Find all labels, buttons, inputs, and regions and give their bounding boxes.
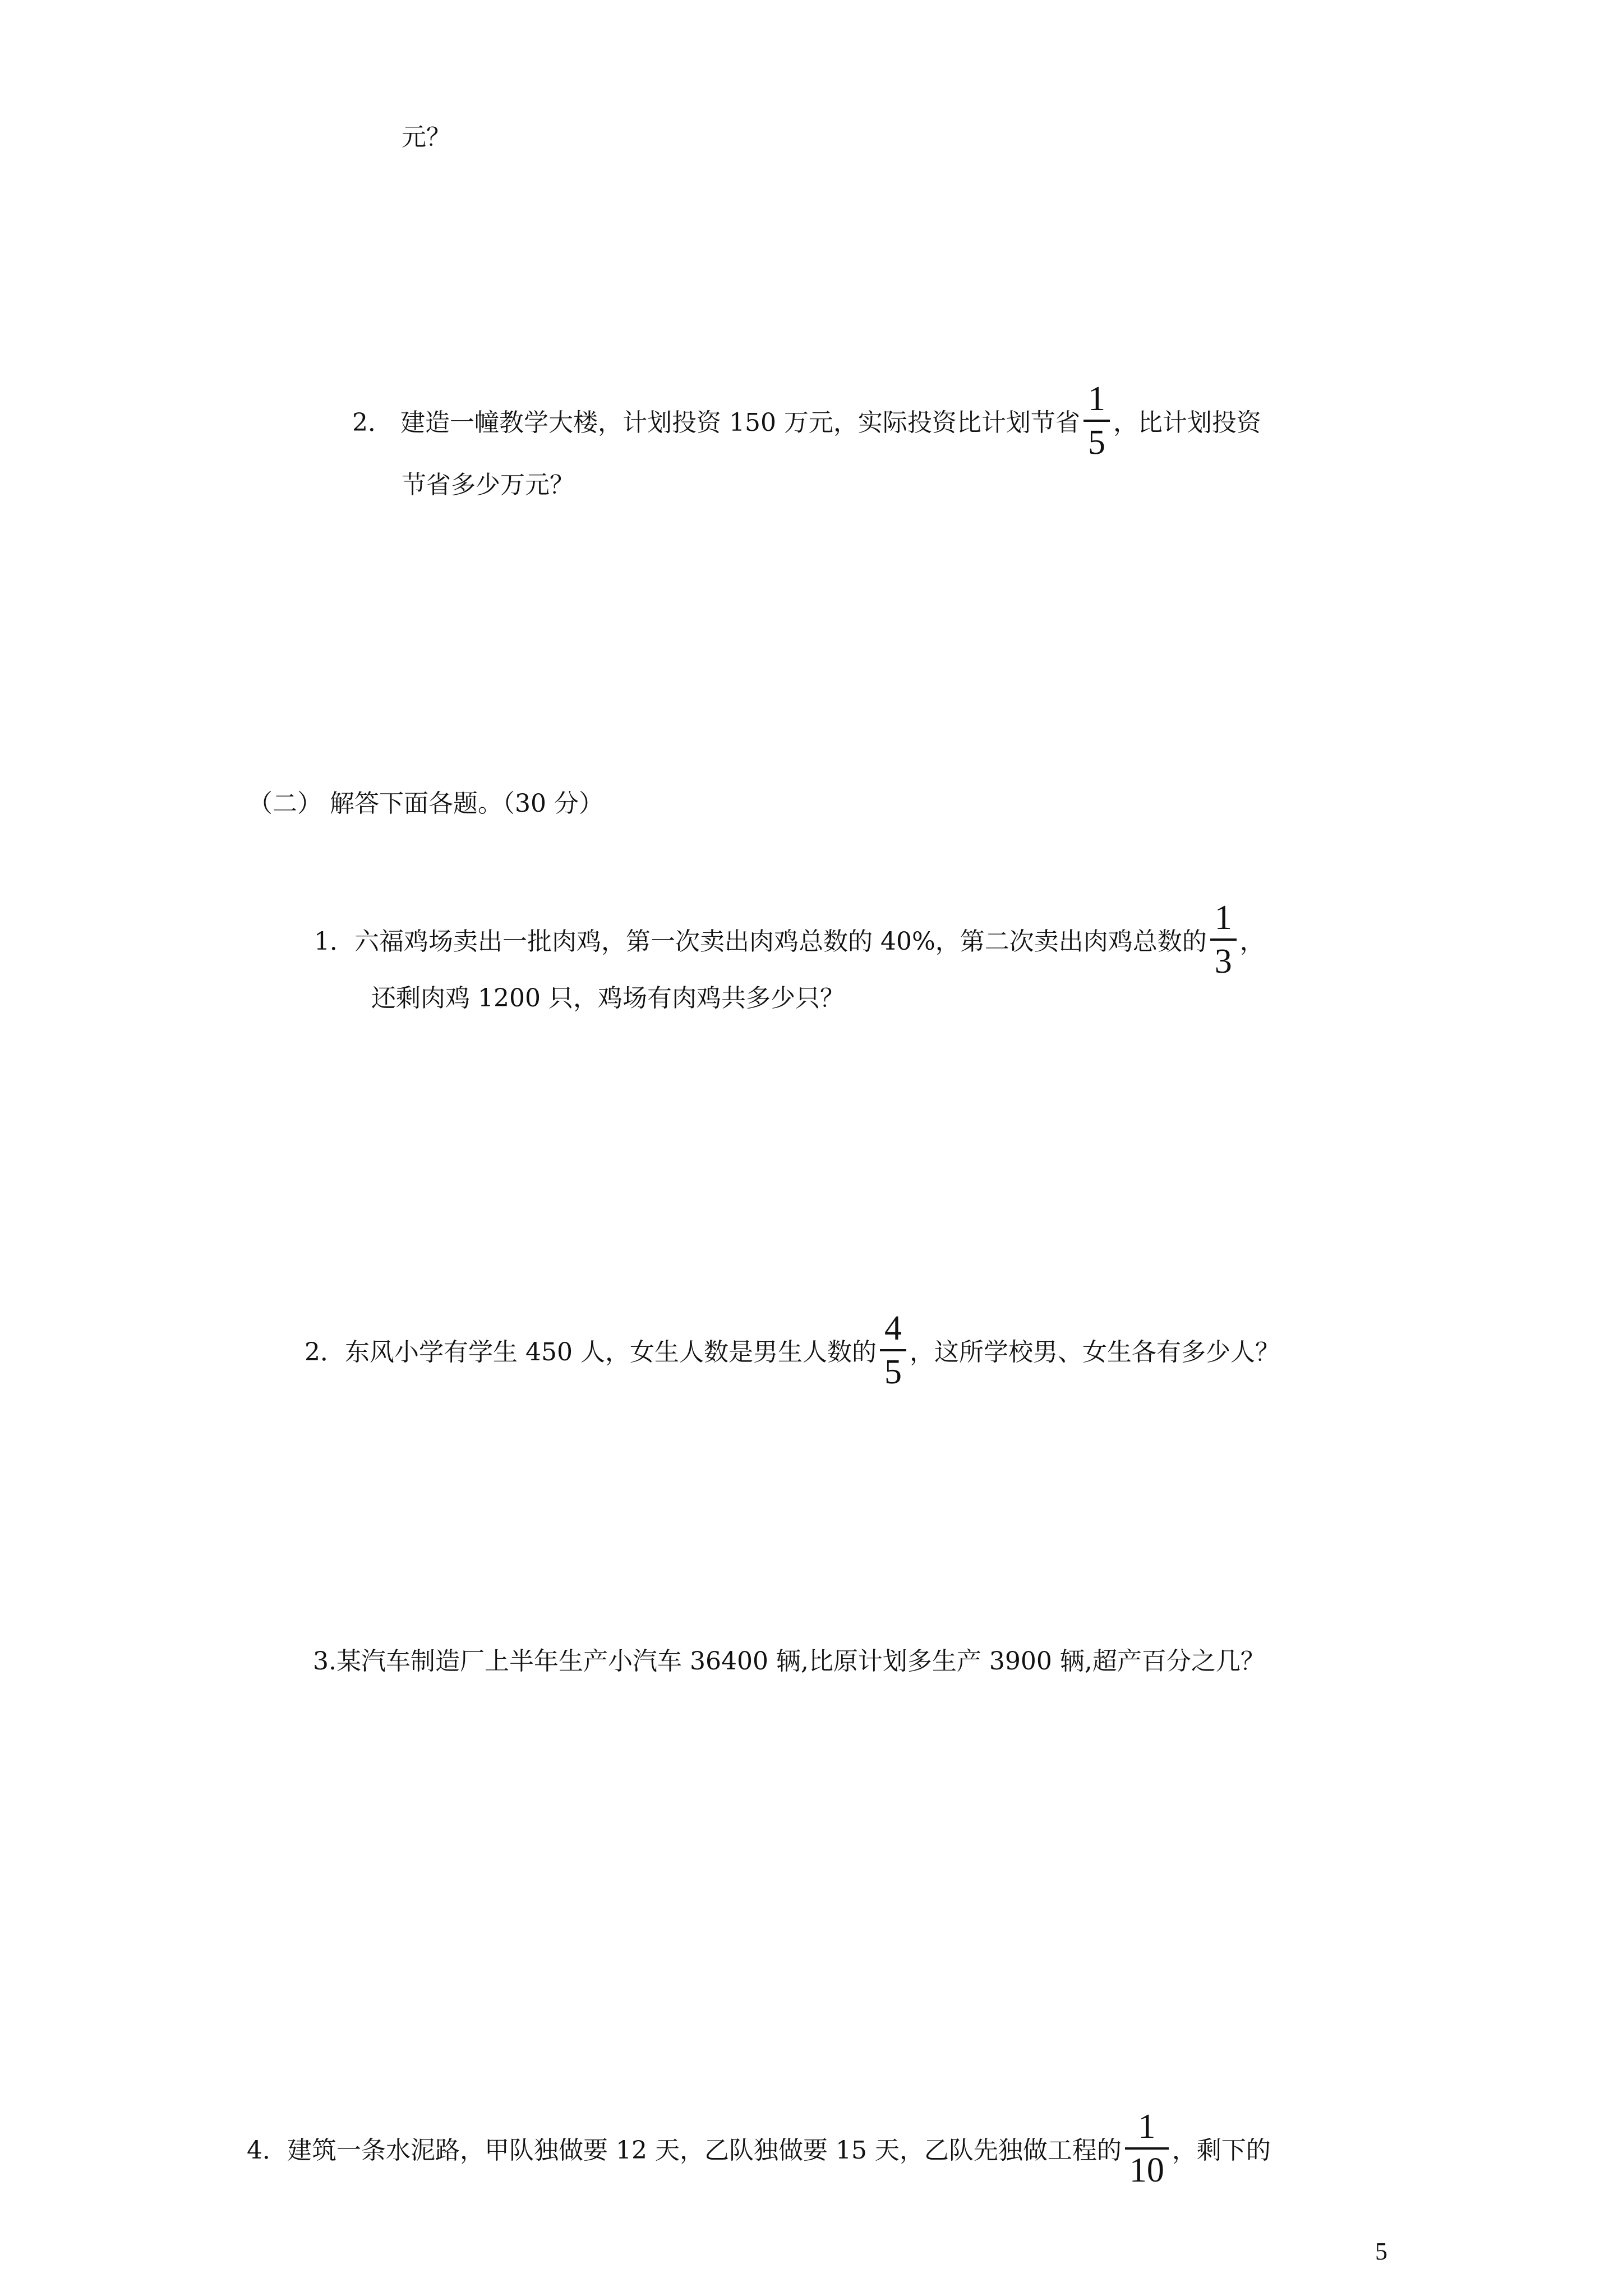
fraction-one-third — [1210, 898, 1237, 981]
question-1-text-line-2: 还剩肉鸡 1200 只，鸡场有肉鸡共多少只？ — [371, 984, 845, 1013]
question-2-line — [305, 1311, 1280, 1394]
section-2-heading — [248, 787, 603, 821]
fraction-denominator: 5 — [884, 1353, 902, 1391]
problem-2-line-2 — [402, 468, 574, 502]
question-4-text-after: ，剩下的 — [1172, 2136, 1271, 2165]
fraction-bar — [1125, 2147, 1169, 2150]
fraction-denominator: 10 — [1129, 2151, 1164, 2189]
question-1-line-1 — [314, 900, 1265, 983]
question-4-text-before: 4．建筑一条水泥路，甲队独做要 12 天，乙队独做要 15 天，乙队先独做工程的 — [247, 2136, 1122, 2165]
page-number: 5 — [1375, 2238, 1387, 2265]
question-1-text-after: ， — [1239, 927, 1265, 956]
question-1-line-2 — [371, 982, 845, 1015]
continuation-text — [402, 121, 451, 154]
question-2-text-before: 2．东风小学有学生 450 人，女生人数是男生人数的 — [305, 1338, 877, 1366]
continuation-text-label: 元？ — [402, 123, 451, 151]
fraction-one-fifth — [1083, 379, 1110, 462]
fraction-bar — [1083, 420, 1110, 422]
question-3-line — [313, 1645, 1265, 1678]
question-4-line — [247, 2109, 1271, 2192]
question-2-text-after: ，这所学校男、女生各有多少人？ — [909, 1338, 1280, 1366]
fraction-denominator: 5 — [1087, 424, 1105, 462]
problem-2-line-1 — [352, 381, 1261, 464]
fraction-four-fifths — [880, 1309, 906, 1392]
section-2-heading-text: （二） 解答下面各题。（30 分） — [248, 789, 603, 818]
fraction-bar — [880, 1349, 906, 1351]
fraction-one-tenth — [1125, 2107, 1169, 2190]
fraction-denominator: 3 — [1214, 942, 1232, 981]
fraction-numerator: 4 — [884, 1309, 902, 1347]
problem-2-text-after: ，比计划投资 — [1113, 408, 1261, 437]
fraction-numerator: 1 — [1214, 899, 1232, 937]
fraction-bar — [1210, 938, 1237, 941]
question-3-text: 3.某汽车制造厂上半年生产小汽车 36400 辆,比原计划多生产 3900 辆,超产百分之几？ — [313, 1647, 1265, 1676]
problem-2-text-line-2: 节省多少万元？ — [402, 471, 574, 499]
fraction-numerator: 1 — [1087, 380, 1105, 418]
problem-2-text-before: 2． 建造一幢教学大楼，计划投资 150 万元，实际投资比计划节省 — [352, 408, 1080, 437]
fraction-numerator: 1 — [1138, 2108, 1156, 2146]
question-1-text-before: 1．六福鸡场卖出一批肉鸡，第一次卖出肉鸡总数的 40%，第二次卖出肉鸡总数的 — [314, 927, 1207, 956]
